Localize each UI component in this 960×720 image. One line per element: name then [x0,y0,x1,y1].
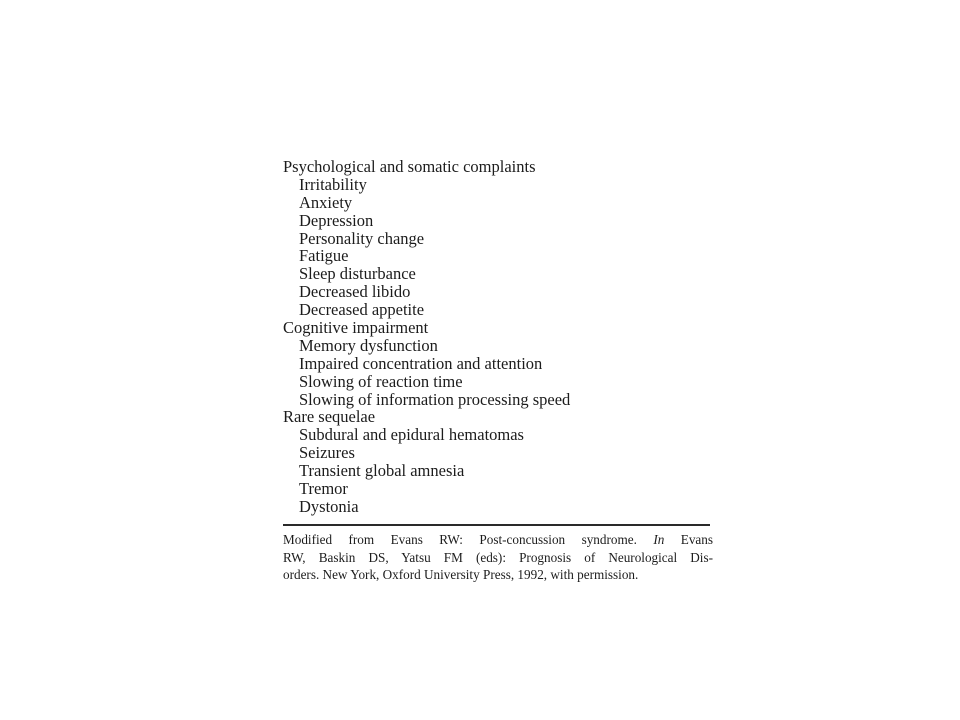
list-item: Irritability [299,174,367,194]
list-item: Seizures [299,443,355,463]
list-item: Depression [299,210,374,230]
footnote-line-2: RW, Baskin DS, Yatsu FM (eds): Prognosis of Neurological Dis- [283,549,713,565]
symptom-list [283,158,713,516]
list-item: Sleep disturbance [299,264,416,284]
footnote-divider [283,524,710,526]
footnote-text: Evans [664,532,714,547]
list-item: Impaired concentration and attention [299,353,543,373]
list-item: Decreased libido [299,282,411,302]
list-item: Subdural and epidural hematomas [299,425,524,445]
list-item: Anxiety [299,192,353,212]
list-item: Dystonia [299,496,359,516]
footnote-line-1 [283,531,713,549]
list-item: Tremor [299,479,348,499]
footnote-text: Modified from Evans RW: Post-concussion syndrome. [283,532,654,547]
list-item: Slowing of information processing speed [299,389,571,409]
section-heading-cognitive: Cognitive impairment [283,318,429,338]
list-item: Personality change [299,228,425,248]
section-heading-rare-sequelae: Rare sequelae [283,407,376,427]
list-item: Decreased appetite [299,300,425,320]
source-footnote [283,531,713,584]
list-item: Slowing of reaction time [299,371,463,391]
section-heading-psychological: Psychological and somatic complaints [283,157,536,176]
list-item: Memory dysfunction [299,335,438,355]
list-item: Transient global amnesia [299,461,465,481]
list-item: Fatigue [299,246,349,266]
footnote-italic-in: In [653,532,665,547]
footnote-line-3: orders. New York, Oxford University Press, 1992, with permission. [283,567,639,582]
